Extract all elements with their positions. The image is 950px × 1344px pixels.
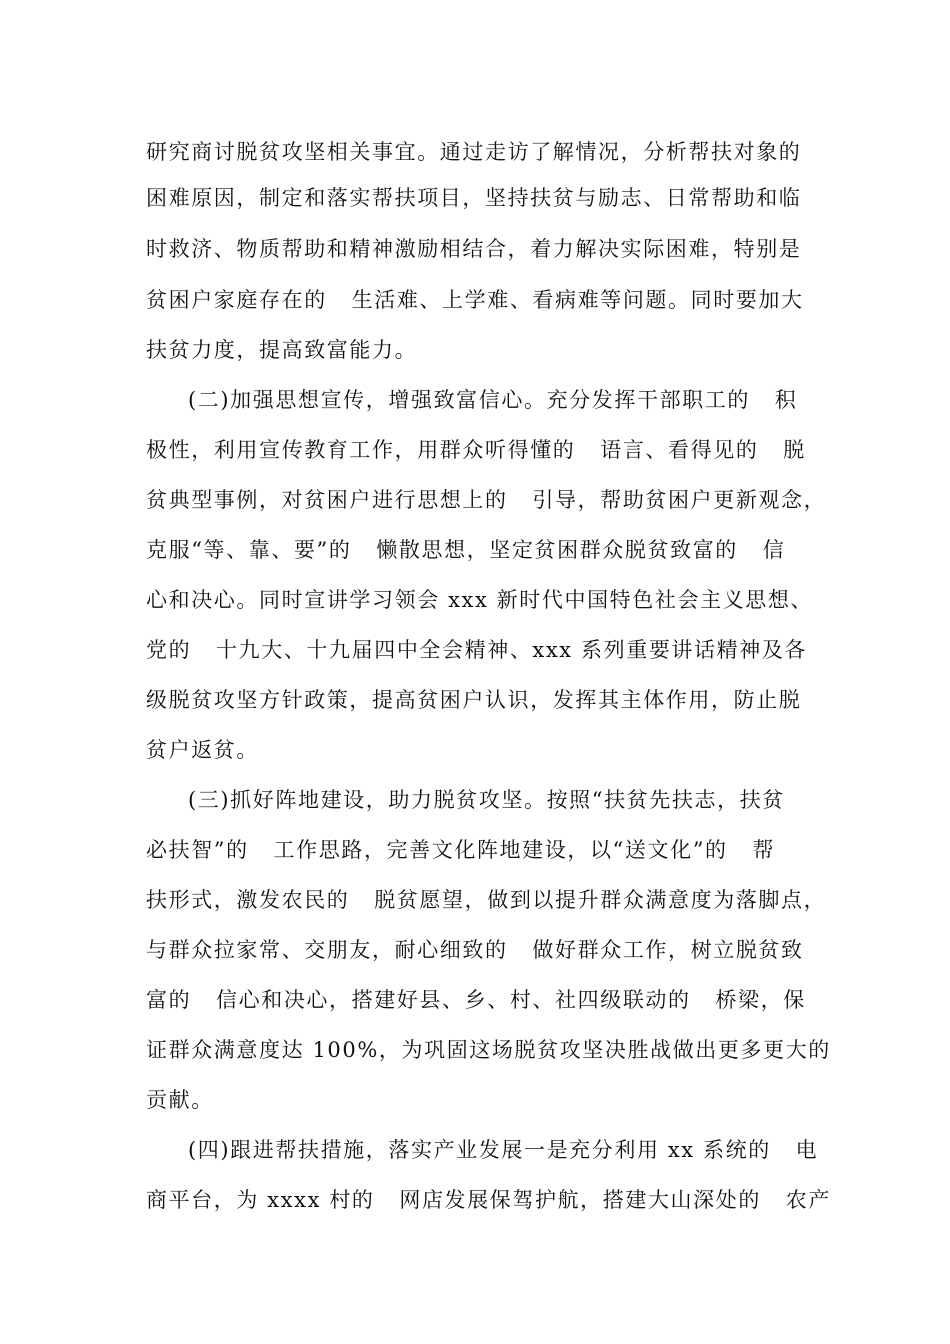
paragraph-2-first-line: (二)加强思想宣传，增强致富信心。充分发挥干部职工的 积 xyxy=(188,388,798,412)
text-line: 扶贫力度，提高致富能力。 xyxy=(146,338,418,362)
text-line: 必扶智”的 工作思路，完善文化阵地建设，以“送文化”的 帮 xyxy=(146,838,776,862)
text-line: 富的 信心和决心，搭建好县、乡、村、社四级联动的 桥梁，保 xyxy=(146,988,806,1012)
text-line: 克服“等、靠、要”的 懒散思想，坚定贫困群众脱贫致富的 信 xyxy=(146,538,786,562)
text-line: 商平台，为 xxxx 村的 网店发展保驾护航，搭建大山深处的 农产 xyxy=(146,1188,831,1212)
paragraph-3-first-line: (三)抓好阵地建设，助力脱贫攻坚。按照“扶贫先扶志，扶贫 xyxy=(188,788,785,812)
text-line: 贫户返贫。 xyxy=(146,738,259,762)
text-line: 研究商讨脱贫攻坚相关事宜。通过走访了解情况，分析帮扶对象的 xyxy=(146,140,802,164)
text-line: 证群众满意度达 100%，为巩固这场脱贫攻坚决胜战做出更多更大的 xyxy=(146,1038,831,1062)
text-line: 贫困户家庭存在的 生活难、上学难、看病难等问题。同时要加大 xyxy=(146,288,804,312)
text-line: 扶形式，激发农民的 脱贫愿望，做到以提升群众满意度为落脚点， xyxy=(146,888,827,912)
text-line: 心和决心。同时宣讲学习领会 xxx 新时代中国特色社会主义思想、 xyxy=(146,588,814,612)
paragraph-4-first-line: (四)跟进帮扶措施，落实产业发展一是充分利用 xx 系统的 电 xyxy=(188,1138,819,1162)
text-line: 党的 十九大、十九届四中全会精神、xxx 系列重要讲话精神及各 xyxy=(146,638,808,662)
text-line: 贫典型事例，对贫困户进行思想上的 引导，帮助贫困户更新观念， xyxy=(146,488,827,512)
text-line: 极性，利用宣传教育工作，用群众听得懂的 语言、看得见的 脱 xyxy=(146,438,806,462)
text-line: 级脱贫攻坚方针政策，提高贫困户认识，发挥其主体作用，防止脱 xyxy=(146,688,802,712)
text-line: 与群众拉家常、交朋友，耐心细致的 做好群众工作，树立脱贫致 xyxy=(146,938,804,962)
text-line: 时救济、物质帮助和精神激励相结合，着力解决实际困难，特别是 xyxy=(146,237,802,261)
text-line: 贡献。 xyxy=(146,1088,214,1112)
text-line: 困难原因，制定和落实帮扶项目，坚持扶贫与励志、日常帮助和临 xyxy=(146,186,802,210)
